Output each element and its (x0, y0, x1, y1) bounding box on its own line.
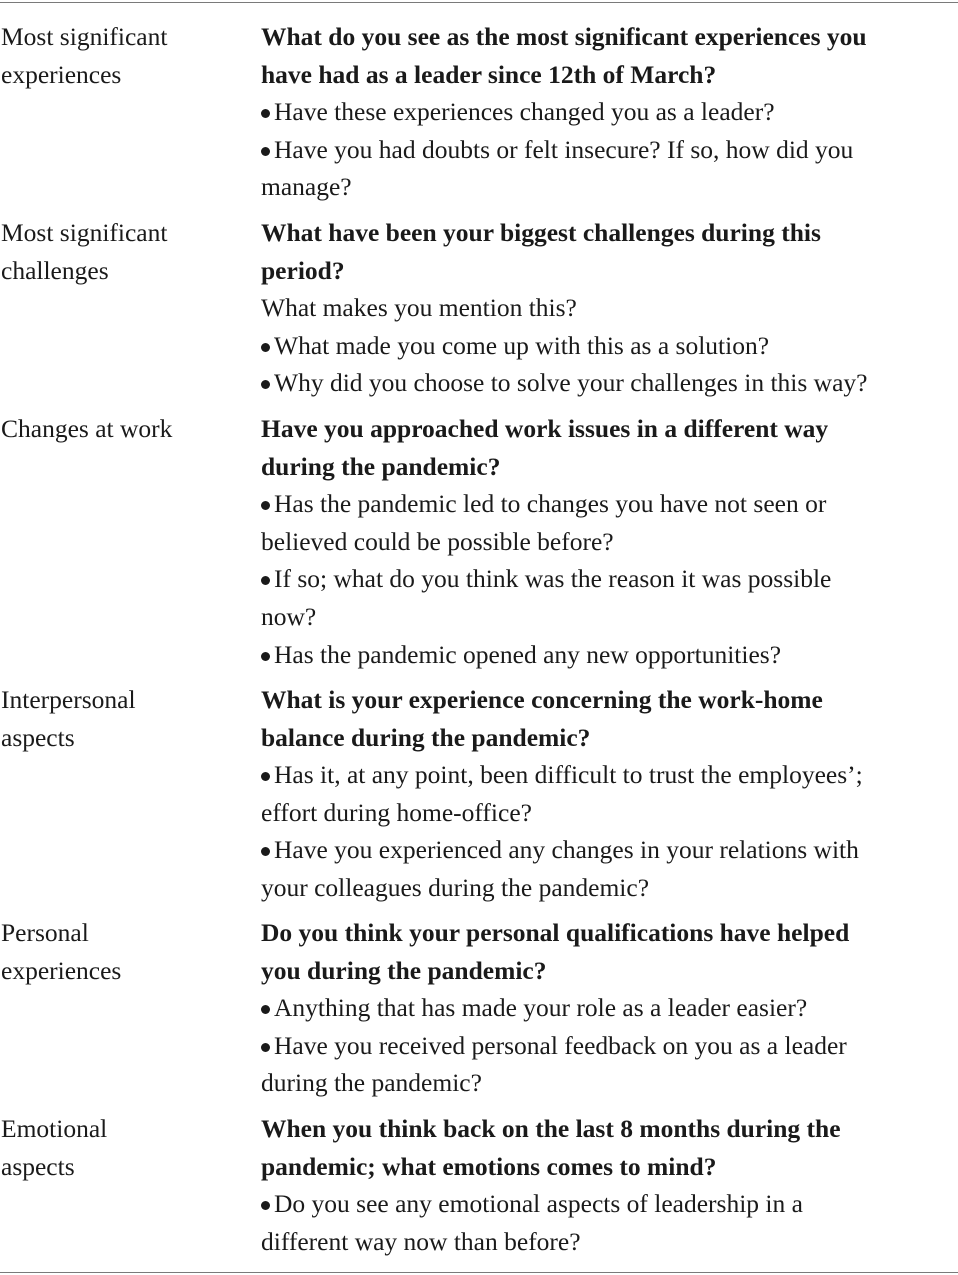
follow-up-line: now? (261, 601, 317, 631)
topic-cell (1, 18, 231, 93)
main-question-line: you during the pandemic? (261, 955, 547, 985)
follow-up-text: Has the pandemic led to changes you have not seen or (274, 489, 827, 519)
topic-label: experiences (1, 955, 122, 985)
topic-label: challenges (1, 255, 109, 285)
bullet-icon (261, 343, 270, 352)
bullet-icon (261, 652, 270, 661)
topic-cell (1, 214, 231, 289)
question-cell (261, 18, 951, 206)
follow-up-line: manage? (261, 172, 352, 202)
follow-up-line (261, 131, 951, 169)
bullet-icon (261, 380, 270, 389)
follow-up-line: different way now than before? (261, 1226, 581, 1256)
follow-up-question (261, 289, 951, 327)
bullet-icon (261, 501, 270, 510)
topic-label: aspects (1, 1151, 75, 1181)
follow-up-text: Anything that has made your role as a leader easier? (274, 993, 808, 1023)
topic-label: Personal (1, 918, 89, 947)
follow-up-question (261, 831, 951, 906)
main-question-line: period? (261, 255, 345, 285)
table-bottom-rule (0, 1272, 958, 1273)
follow-up-line (261, 485, 951, 523)
follow-up-question (261, 636, 951, 674)
main-question (261, 18, 951, 93)
follow-up-line (261, 364, 951, 402)
follow-up-text: What made you come up with this as a solution? (274, 330, 770, 360)
follow-up-line (261, 989, 951, 1027)
question-cell (261, 914, 951, 1102)
follow-up-text: Do you see any emotional aspects of leadership in a (274, 1189, 803, 1219)
follow-up-line (261, 636, 951, 674)
main-question (261, 914, 951, 989)
follow-up-question (261, 327, 951, 365)
follow-up-question (261, 364, 951, 402)
topic-cell (1, 914, 231, 989)
topic-label: Emotional (1, 1114, 108, 1143)
follow-up-text: Why did you choose to solve your challenges in this way? (274, 368, 868, 398)
table-top-rule (0, 2, 958, 3)
follow-up-line: during the pandemic? (261, 1068, 482, 1098)
main-question (261, 410, 951, 485)
bullet-icon (261, 1043, 270, 1052)
main-question-line: What is your experience concerning the work-home (261, 685, 823, 714)
follow-up-question (261, 485, 951, 560)
main-question-line: Have you approached work issues in a different way (261, 414, 829, 443)
bullet-icon (261, 1005, 270, 1014)
follow-up-question (261, 131, 951, 206)
bullet-icon (261, 109, 270, 118)
topic-label: Most significant (1, 218, 168, 247)
follow-up-line (261, 831, 951, 869)
topic-cell (1, 410, 231, 448)
follow-up-line (261, 327, 951, 365)
bullet-icon (261, 772, 270, 781)
bullet-icon (261, 847, 270, 856)
follow-up-line: believed could be possible before? (261, 526, 614, 556)
main-question-line: balance during the pandemic? (261, 722, 591, 752)
follow-up-question (261, 756, 951, 831)
follow-up-line (261, 1027, 951, 1065)
follow-up-line: effort during home-office? (261, 797, 532, 827)
follow-up-question (261, 1185, 951, 1260)
follow-up-text: Have these experiences changed you as a leader? (274, 97, 775, 127)
follow-up-text: Has the pandemic opened any new opportunities? (274, 639, 782, 669)
bullet-icon (261, 576, 270, 585)
main-question-line: When you think back on the last 8 months during the (261, 1114, 841, 1143)
bullet-icon (261, 1201, 270, 1210)
follow-up-line (261, 1185, 951, 1223)
follow-up-question (261, 989, 951, 1027)
main-question (261, 681, 951, 756)
topic-label: Most significant (1, 22, 168, 51)
main-question-line: Do you think your personal qualifications have helped (261, 918, 850, 947)
follow-up-text: Has it, at any point, been difficult to trust the employees’; (274, 760, 863, 790)
follow-up-text: Have you had doubts or felt insecure? If so, how did you (274, 134, 854, 164)
follow-up-text: Have you received personal feedback on you as a leader (274, 1030, 847, 1060)
follow-up-question (261, 560, 951, 635)
question-cell (261, 214, 951, 402)
main-question-line: What do you see as the most significant experiences you (261, 22, 867, 51)
follow-up-line (261, 93, 951, 131)
main-question (261, 1110, 951, 1185)
topic-cell (1, 681, 231, 756)
topic-label: Interpersonal (1, 685, 136, 714)
question-cell (261, 1110, 951, 1260)
topic-label: experiences (1, 59, 122, 89)
follow-up-question (261, 93, 951, 131)
follow-up-question (261, 1027, 951, 1102)
topic-label: aspects (1, 722, 75, 752)
main-question-line: What have been your biggest challenges during this (261, 218, 821, 247)
follow-up-line: What makes you mention this? (261, 293, 577, 323)
main-question-line: during the pandemic? (261, 451, 501, 481)
follow-up-text: If so; what do you think was the reason it was possible (274, 564, 832, 594)
question-cell (261, 410, 951, 673)
follow-up-line (261, 756, 951, 794)
follow-up-line (261, 560, 951, 598)
bullet-icon (261, 147, 270, 156)
main-question-line: have had as a leader since 12th of March? (261, 59, 717, 89)
topic-cell (1, 1110, 231, 1185)
follow-up-line: your colleagues during the pandemic? (261, 872, 650, 902)
follow-up-text: Have you experienced any changes in your relations with (274, 835, 859, 865)
main-question-line: pandemic; what emotions comes to mind? (261, 1151, 717, 1181)
main-question (261, 214, 951, 289)
topic-label: Changes at work (1, 414, 173, 443)
question-cell (261, 681, 951, 907)
